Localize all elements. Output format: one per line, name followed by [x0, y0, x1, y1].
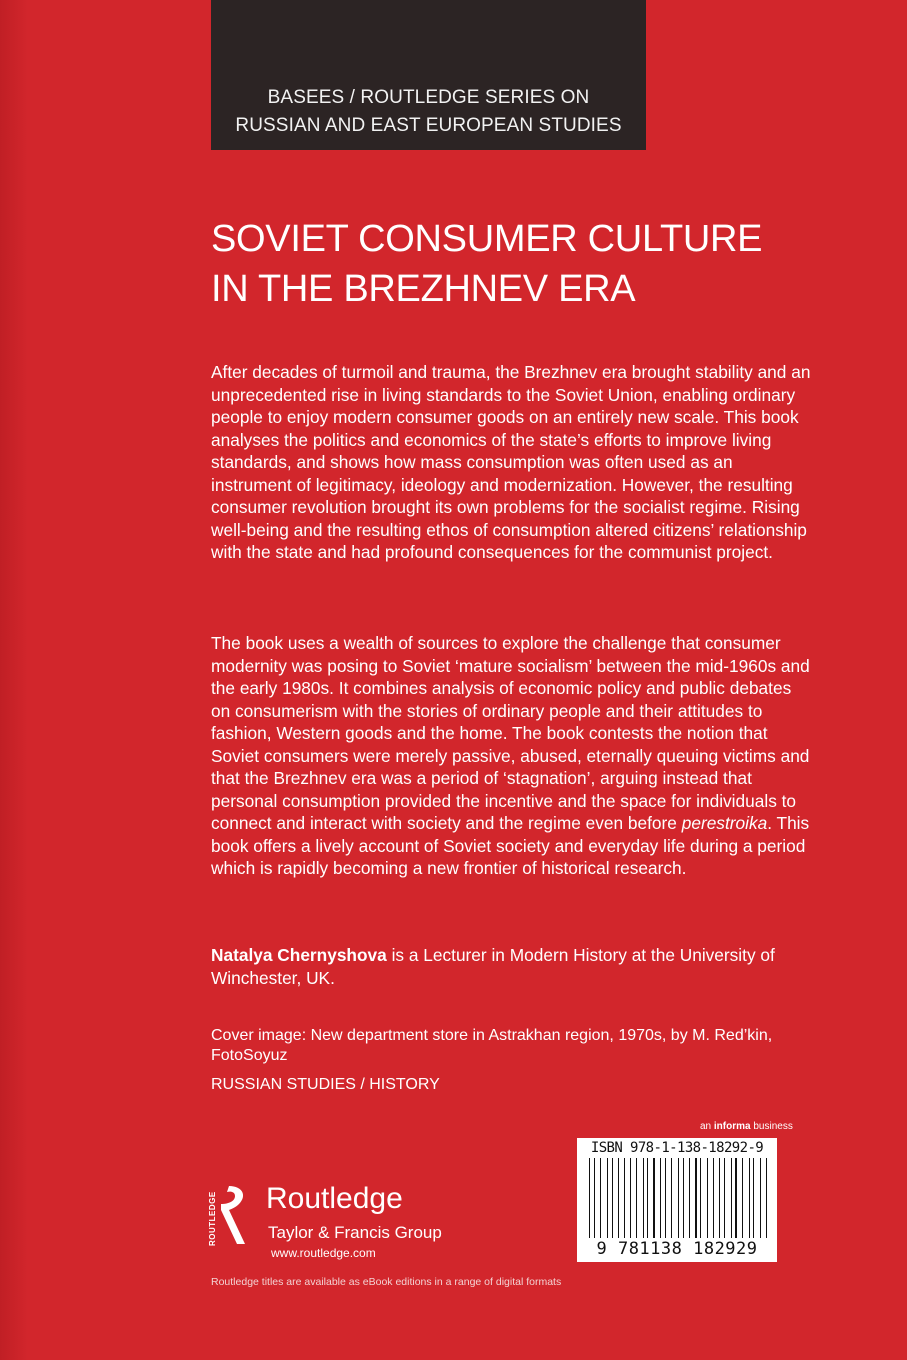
barcode-bar: [626, 1158, 627, 1238]
barcode-bar: [719, 1158, 720, 1238]
barcode-bar: [760, 1158, 761, 1238]
barcode-bar: [660, 1158, 661, 1238]
barcode-bar: [683, 1158, 684, 1238]
series-banner: [211, 0, 646, 150]
informa-brand: informa: [713, 1121, 751, 1132]
barcode-bar: [607, 1158, 608, 1238]
barcode-bar: [722, 1158, 723, 1238]
barcode-bar: [766, 1158, 767, 1238]
barcode-bar: [740, 1158, 741, 1238]
barcode-bar: [665, 1158, 666, 1238]
ebook-availability-note: Routledge titles are available as eBook editions in a range of digital formats: [211, 1276, 562, 1288]
barcode-bar: [713, 1158, 714, 1238]
publisher-name: Routledge: [266, 1182, 403, 1215]
barcode-bar: [591, 1158, 592, 1238]
subject-category: RUSSIAN STUDIES / HISTORY: [211, 1076, 440, 1093]
informa-suffix: business: [750, 1121, 793, 1132]
series-line-2: RUSSIAN AND EAST EUROPEAN STUDIES: [235, 115, 622, 136]
barcode-bar: [680, 1158, 681, 1238]
paragraph-2-italic-term: perestroika: [681, 813, 768, 833]
barcode-bar: [657, 1158, 658, 1238]
barcode-bar: [633, 1158, 635, 1238]
barcode-bar: [612, 1158, 614, 1238]
barcode-bar: [647, 1158, 648, 1238]
informa-tagline: [700, 1121, 793, 1132]
barcode-bar: [768, 1158, 769, 1238]
ean-number: 9 781138 182929: [596, 1239, 758, 1259]
barcode-bar: [603, 1158, 604, 1238]
barcode-bar: [715, 1158, 717, 1238]
spine-shadow: [0, 0, 28, 1360]
barcode-bar: [594, 1158, 595, 1238]
barcode-bar: [757, 1158, 759, 1238]
book-title-line-2: IN THE BREZHNEV ERA: [211, 268, 636, 310]
barcode-bar: [727, 1158, 728, 1238]
description-paragraph-2: [211, 632, 811, 880]
barcode-bar: [762, 1158, 763, 1238]
paragraph-2-text-b: . This book offers a lively account of Soviet society and everyday life during a period which is rapidly becoming a new frontier of historical research.: [211, 813, 810, 878]
barcode-bar: [639, 1158, 640, 1238]
author-bio-text: is a Lecturer in Modern History at the University of Winchester, UK.: [211, 945, 775, 988]
barcode-bar: [704, 1158, 705, 1238]
barcode-bar: [644, 1158, 645, 1238]
description-paragraph-1: After decades of turmoil and trauma, the Brezhnev era brought stability and an unprecedented rise in living standards to the Soviet Union, enabling ordinary people to enjoy modern consumer goods on an entirely new scale. This book analyses the politics and economics of the state’s efforts to improve living standards, and shows how mass consumption was often used as an instrument of legitimacy, ideology and modernization. However, the resulting consumer revolution brought its own problems for the socialist regime. Rising well-being and the resulting ethos of consumption altered citizens’ relationship with the state and had profound consequences for the communist project.: [211, 362, 811, 562]
barcode-bar: [643, 1158, 644, 1238]
barcode-bar: [691, 1158, 692, 1238]
barcode-bar: [671, 1158, 672, 1238]
barcode-bar: [709, 1158, 710, 1238]
barcode-bar: [700, 1158, 701, 1238]
barcode-bar: [753, 1158, 754, 1238]
barcode-bar: [616, 1158, 617, 1238]
barcode-bar: [750, 1158, 751, 1238]
book-title: [211, 214, 851, 314]
barcode-bar: [698, 1158, 699, 1238]
routledge-vertical-wordmark: ROUTLEDGE: [208, 1191, 217, 1246]
author-bio: [211, 944, 811, 989]
barcode-bar: [597, 1158, 599, 1238]
barcode-bar: [609, 1158, 610, 1238]
barcode-bar: [600, 1158, 601, 1238]
barcode-bar: [589, 1158, 590, 1238]
paragraph-2-text-a: The book uses a wealth of sources to explore the challenge that consumer modernity was posing to Soviet ‘mature socialism’ between the mid-1960s and the early 1980s. It combines analysis of economic policy and public debates on consumerism with the stories of ordinary people and their attitudes to fashion, Western goods and the home. The book contests the notion that Soviet consumers were merely passive, abused, eternally queuing victims and that the Brezhnev era was a period of ‘stagnation’, arguing instead that personal consumption provided the incentive and the space for individuals to connect and interact with society and the regime even before: [211, 633, 810, 833]
barcode-bar: [724, 1158, 725, 1238]
barcode-bar: [630, 1158, 631, 1238]
barcode-bar: [689, 1158, 690, 1238]
barcode-bar: [653, 1158, 655, 1238]
barcode-bar: [742, 1158, 743, 1238]
isbn-barcode: [577, 1138, 777, 1262]
series-line-1: BASEES / ROUTLEDGE SERIES ON: [267, 87, 590, 108]
informa-prefix: an: [700, 1121, 714, 1132]
barcode-bars: [589, 1158, 771, 1238]
publisher-url: www.routledge.com: [271, 1246, 376, 1260]
cover-image-credit: Cover image: New department store in Astrakhan region, 1970s, by M. Red’kin, FotoSoyuz: [211, 1027, 773, 1064]
barcode-bar: [673, 1158, 675, 1238]
barcode-bar: [695, 1158, 697, 1238]
barcode-bar: [669, 1158, 670, 1238]
barcode-bar: [621, 1158, 622, 1238]
barcode-bar: [732, 1158, 733, 1238]
barcode-bar: [662, 1158, 663, 1238]
barcode-bar: [624, 1158, 625, 1238]
publisher-group: Taylor & Francis Group: [268, 1223, 442, 1242]
barcode-bar: [686, 1158, 687, 1238]
barcode-bar: [749, 1158, 750, 1238]
barcode-bar: [678, 1158, 679, 1238]
barcode-bar: [745, 1158, 746, 1238]
barcode-bar: [735, 1158, 737, 1238]
barcode-bar: [618, 1158, 619, 1238]
isbn-label: ISBN 978-1-138-18292-9: [590, 1140, 764, 1156]
barcode-bar: [651, 1158, 652, 1238]
book-title-line-1: SOVIET CONSUMER CULTURE: [211, 218, 763, 260]
barcode-bar: [731, 1158, 732, 1238]
barcode-bar: [636, 1158, 637, 1238]
barcode-bar: [707, 1158, 708, 1238]
author-name: Natalya Chernyshova: [211, 945, 387, 965]
